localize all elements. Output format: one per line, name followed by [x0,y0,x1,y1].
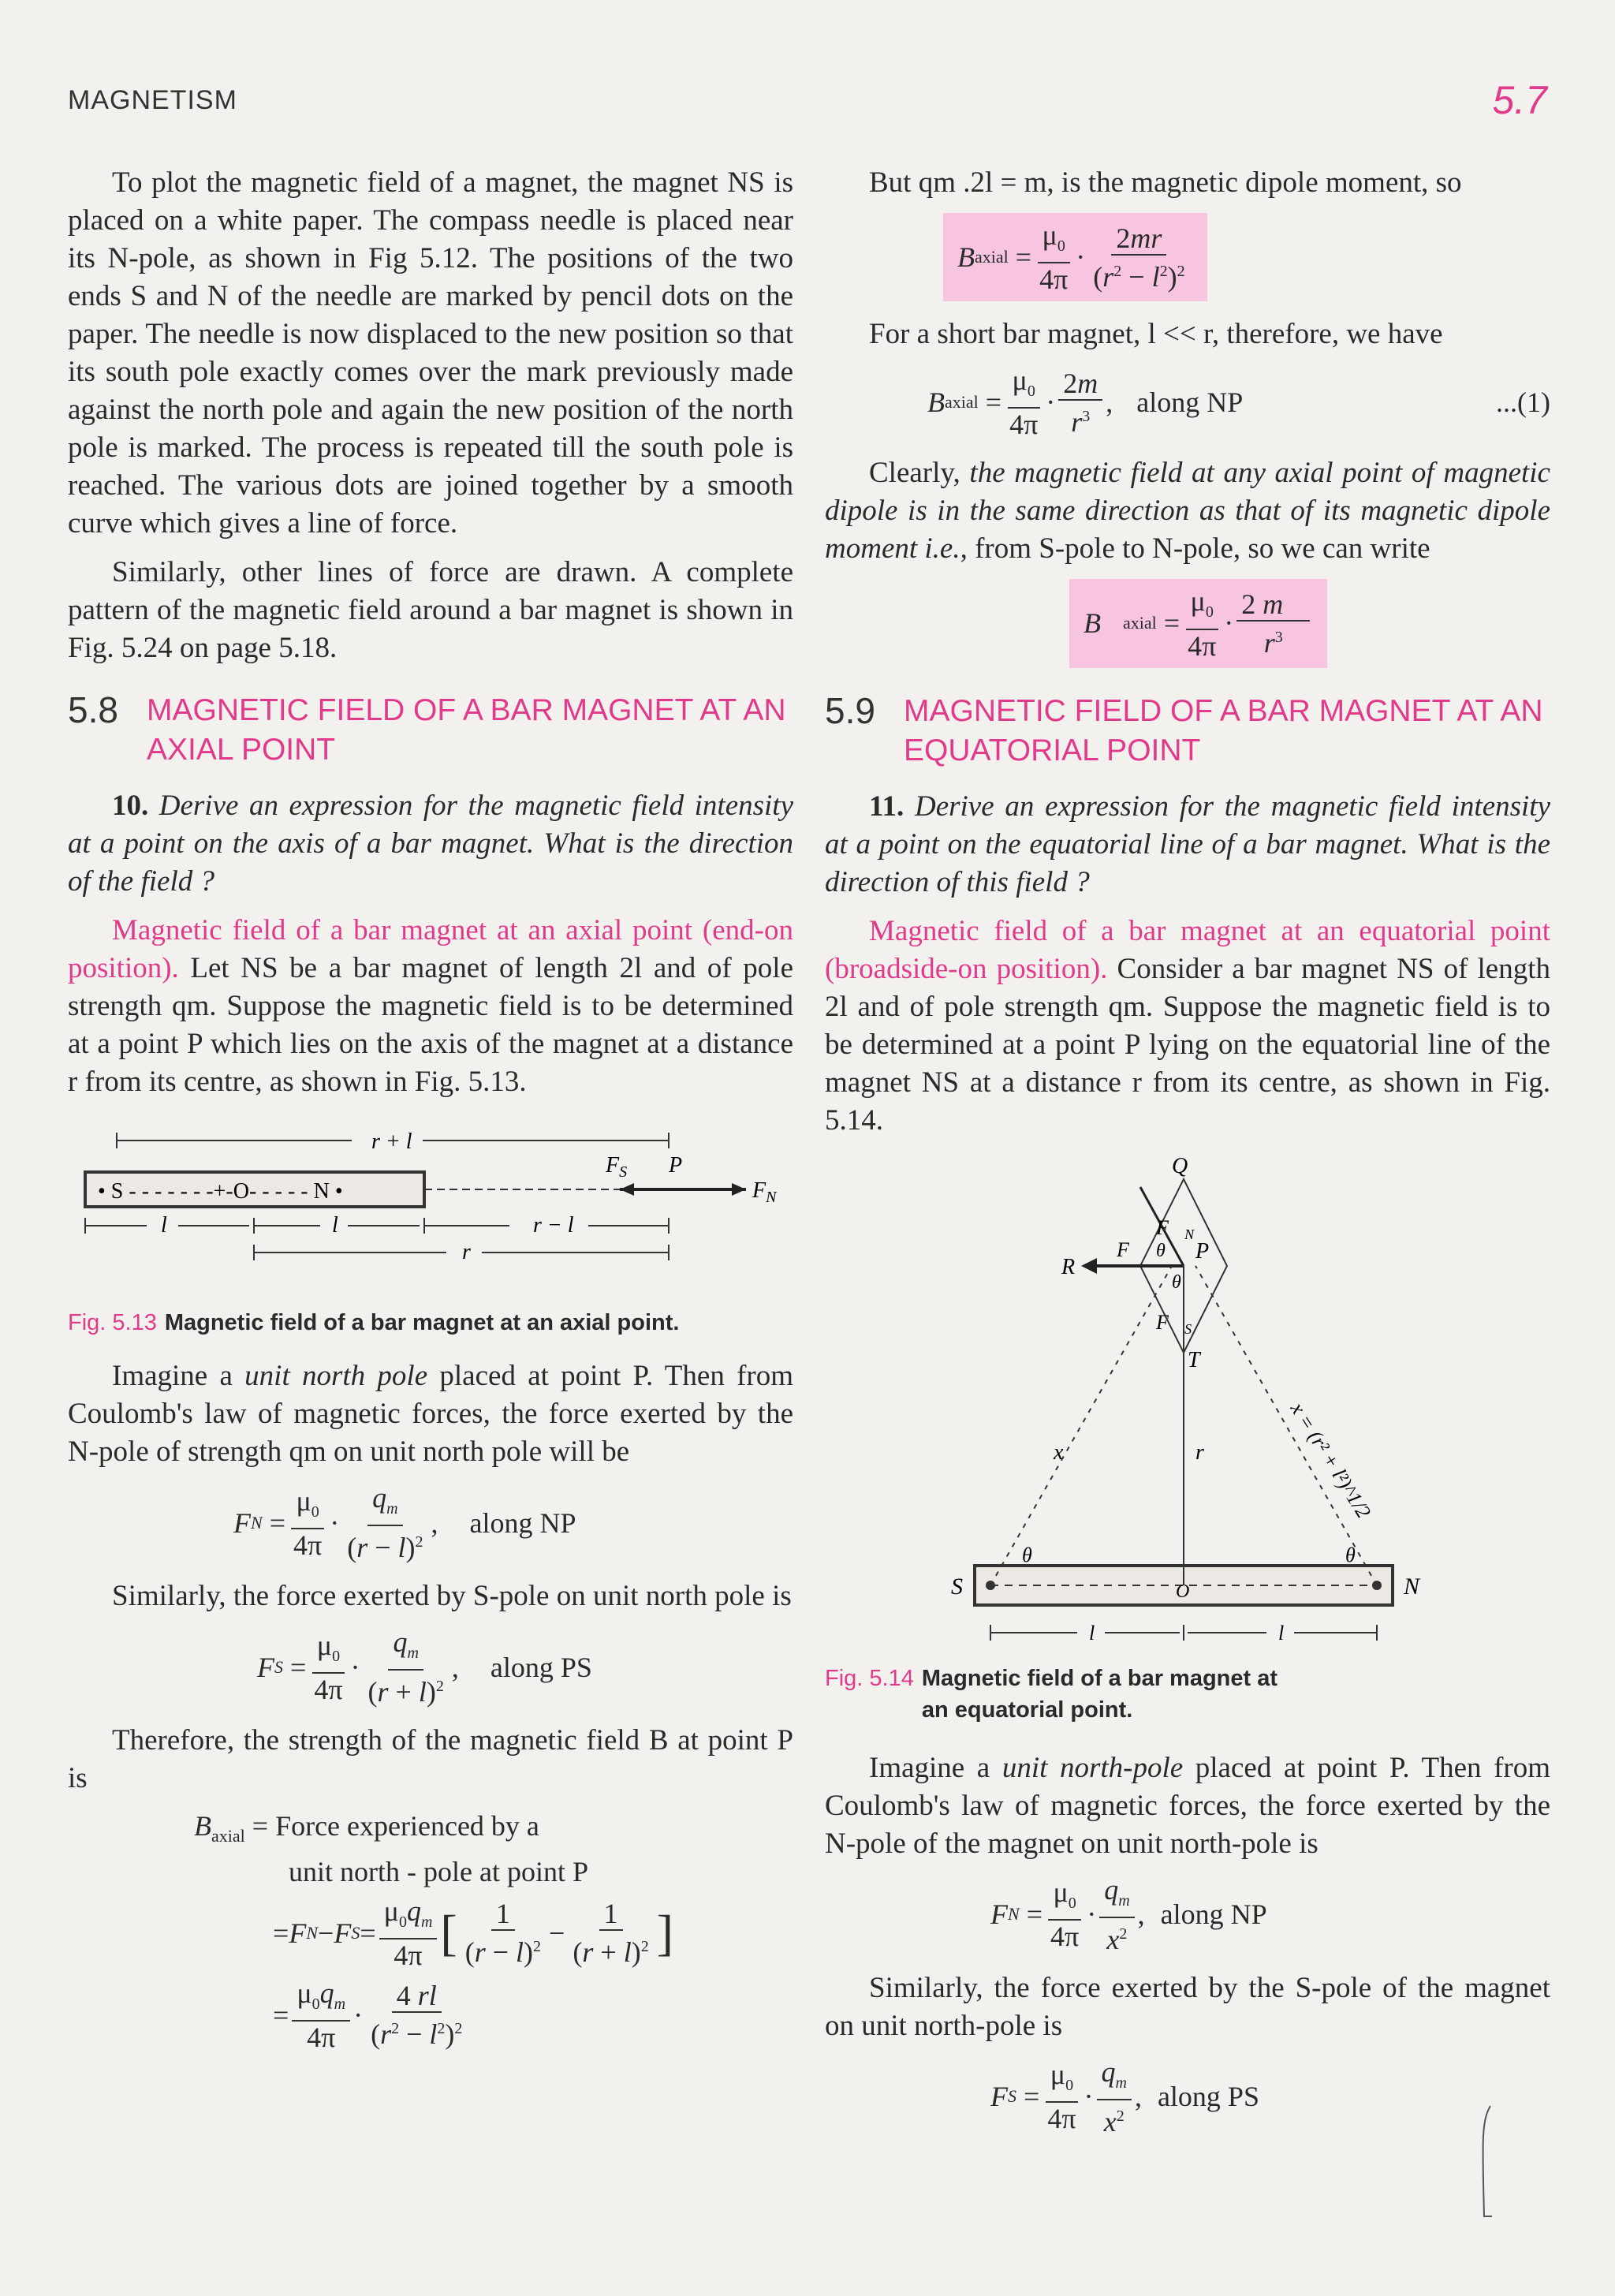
svg-text:l: l [1278,1621,1285,1645]
svg-text:S: S [951,1573,963,1600]
svg-text:l: l [161,1213,167,1238]
question-number: 10. [112,790,149,822]
text-run: from S-pole to N-pole, so we can write [967,532,1430,566]
text-run: placed at point P. Then from Coulomb's law of magnetic forces, the force exerted by the N-pole of strength qm on unit north pole will be [68,1360,793,1468]
paragraph [68,912,793,1101]
text-run: placed at point P. Then from Coulomb's law of magnetic forces, the force exerted by the N-pole of the magnet on unit north-pole is [825,1751,1551,1860]
paragraph: Therefore, the strength of the magnetic field B at point P is [68,1724,793,1795]
paragraph: For a short bar magnet, l << r, therefore, we have [869,318,1443,351]
paragraph: To plot the magnetic field of a magnet, the magnet NS is placed on a white paper. The compass needle is placed near its N-pole, as shown in Fig 5.12. The positions of the two ends S and N of the needle are marked by pencil dots on the paper. The needle is now displaced to the new position so that its south pole exactly comes over the mark previously made against the north pole and again the new position of the north pole is marked. The process is repeated till the south pole is reached. The various dots are joined together by a smooth curve which gives a line of force. [68,166,793,539]
text-run: unit north pole [244,1360,428,1392]
text-run: unit north-pole [1001,1751,1184,1784]
direction-label: along PS [490,1651,592,1683]
svg-text:x: x [1054,1439,1064,1465]
svg-text:T: T [1188,1347,1200,1372]
figure-label: Fig. 5.13 [68,1310,157,1335]
svg-text:r: r [462,1240,471,1264]
svg-text:θ: θ [1156,1240,1166,1261]
svg-text:N: N [1404,1573,1420,1600]
paragraph: Similarly, other lines of force are drawn. A complete pattern of the magnetic field around a bar magnet is shown in Fig. 5.24 on page 5.18. [68,556,793,664]
text-run: Imagine a [112,1360,245,1392]
svg-text:F⃗S: $F⃗_S$ [1156,1310,1192,1337]
section-number: 5.8 [68,689,118,730]
question-text: Derive an expression for the magnetic field intensity at a point on the axis of a bar magnet. What is the direction of the field ? [68,790,794,898]
svg-text:r + l: r + l [371,1129,412,1154]
equation-baxial: B axial = $\frac{\mu_0}{4\pi}$ · $\frac{2mr}{(r^2 - l^2)^2}$ [825,213,1550,301]
svg-text:Q: Q [1172,1155,1188,1178]
figure-caption-text: Magnetic field of a bar magnet at an equatorial point. [921,1665,1278,1723]
svg-text:l: l [1089,1621,1095,1645]
paragraph [825,913,1550,1140]
svg-text:FN: $F_N$ [752,1178,777,1206]
right-column [825,164,1550,2152]
paragraph: Similarly, the force exerted by S-pole on unit north pole is [112,1580,792,1613]
equation-fn: F N = $\frac{\mu_0}{4\pi}$ · $\frac{q_m}{(r - l)^2}$ , along NP [233,1482,576,1564]
figure-5-13 [68,1117,793,1338]
figure-5-14 [825,1155,1550,1726]
svg-text:θ: θ [1022,1543,1032,1566]
question-number: 11. [869,790,904,823]
equation-short-magnet: B axial = $\frac{\mu_0}{4\pi}$ · $\frac{2m}{r^3}$ , along NP ...(1) [927,364,1550,441]
svg-text:x = (r² + l²)^1/2: x = (r² + l²)^1/2 [1285,1398,1376,1522]
svg-text:FS: $F_S$ [606,1153,628,1181]
paragraph-lead: Magnetic field of a bar magnet at an equatorial point (broadside-on position). [825,914,1550,985]
figure-caption [68,1307,793,1338]
equation-fn-equatorial: F N = $\frac{\mu_0}{4\pi}$ · $\frac{q_m}{x^2}$ , along NP [990,1873,1267,1955]
direction-label: along PS [1157,2081,1259,2113]
axial-diagram [68,1117,793,1275]
svg-text:P: P [1195,1238,1210,1264]
svg-text:R: R [1061,1254,1076,1279]
paragraph-lead: Magnetic field of a bar magnet at an axial point (end-on position). [68,914,793,984]
direction-label: along NP [469,1506,576,1539]
text-run: the magnetic field at any axial point of magnetic dipole is in the same direction as that of its magnetic dipole moment i.e., [825,457,1550,566]
text-run: Clearly, [869,457,970,490]
equation-fs: F S = $\frac{\mu_0}{4\pi}$ · $\frac{q_m}{(r + l)^2}$ , along PS [257,1626,592,1708]
figure-caption-text: Magnetic field of a bar magnet at an axial point. [164,1310,680,1335]
svg-text:F⃗: F⃗ [1117,1238,1146,1261]
equation-text: unit north - pole at point P [289,1855,588,1887]
equation-text: = Force experienced by a [252,1810,539,1842]
svg-text:θ: θ [1172,1271,1181,1293]
paragraph [825,1749,1550,1863]
left-column [68,164,793,2067]
equatorial-diagram [825,1155,1550,1645]
svg-text:θ: θ [1345,1543,1356,1566]
svg-text:P: P [669,1153,683,1178]
paragraph-body: Consider a bar magnet NS of length 2l and of pole strength qm. Suppose the magnetic field is to be determined at a point P lying on the equatorial line of the magnet NS at a distance r from its centre, as shown in Fig. 5.14. [825,952,1551,1137]
svg-text:• S - - - - - - -+-O- - - - -: • S - - - - - - -+-O- - - - - N • [98,1179,343,1204]
section-title: MAGNETIC FIELD OF A BAR MAGNET AT AN AXIAL POINT [147,693,786,767]
running-header: MAGNETISM [68,85,237,115]
direction-label: along NP [1136,386,1244,419]
equation-baxial-vector: B⃗ axial = $\frac{\mu_0}{4\pi}$ · $\frac{2 m⃗}{r^3}$ [825,579,1550,667]
svg-text:l: l [332,1213,338,1238]
paragraph [68,1357,793,1471]
section-heading [68,691,793,770]
direction-label: along NP [1160,1898,1267,1931]
svg-text:r − l: r − l [533,1213,574,1238]
paragraph-body: Let NS be a bar magnet of length 2l and of pole strength qm. Suppose the magnetic field is to be determined at a point P which lies on the axis of the magnet at a distance r from its centre, as shown in Fig. 5.13. [68,952,793,1098]
question [68,787,793,901]
paragraph: But qm .2l = m, is the magnetic dipole moment, so [869,166,1462,199]
question [825,788,1550,902]
equation-fs-equatorial: F S = $\frac{\mu_0}{4\pi}$ · $\frac{q_m}{x^2}$ , along PS [990,2055,1259,2137]
margin-mark [1475,2098,1506,2224]
equation-number: ...(1) [1496,386,1550,419]
figure-caption [825,1663,1550,1726]
paragraph: Similarly, the force exerted by the S-pole of the magnet on unit north-pole is [825,1971,1550,2042]
text-run: Imagine a [869,1751,1002,1784]
svg-text:O: O [1176,1581,1190,1602]
question-text: Derive an expression for the magnetic field intensity at a point on the equatorial line of a bar magnet. What is the direction of this field ? [825,790,1550,898]
equation-baxial-derivation: $B_{axial}$ = Force experienced by a unit north - pole at point P = F N − F S = $\frac{\mu_0q_m}{4\pi}$ [ $\frac{1}{(r - l)^2}$ − $\frac{1}{(r + l)^2}$ ] = $\frac{\mu_0q_m}{4\pi}$ · $\frac{4 rl}{(r^2 - l^2)^2}$ [68,1809,793,2053]
svg-text:r: r [1195,1439,1204,1465]
figure-label: Fig. 5.14 [825,1665,914,1691]
svg-text:F⃗N: $F⃗_N$ [1156,1215,1195,1242]
section-number: 5.9 [825,689,875,731]
section-title: MAGNETIC FIELD OF A BAR MAGNET AT AN EQUATORIAL POINT [904,693,1543,767]
paragraph [825,454,1550,568]
section-heading [825,689,1550,771]
page-number: 5.7 [1492,78,1547,122]
